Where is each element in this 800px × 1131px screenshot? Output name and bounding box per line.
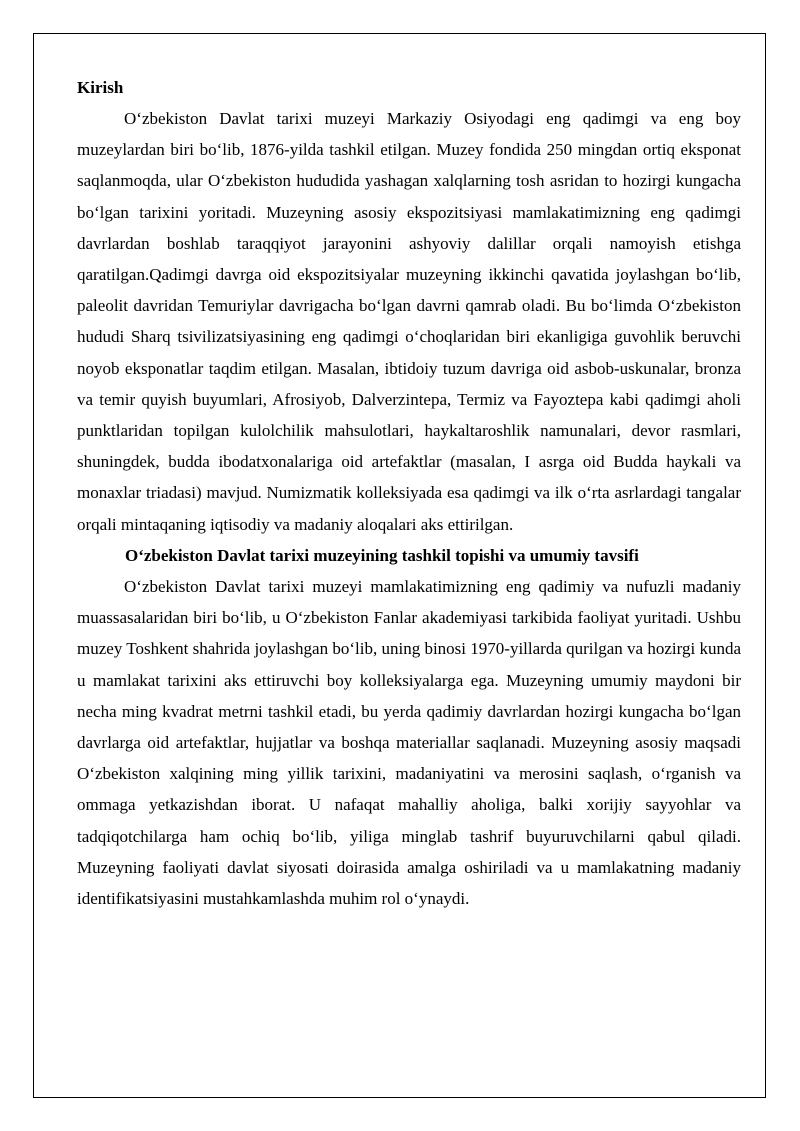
document-body (77, 72, 741, 914)
intro-paragraph: O‘zbekiston Davlat tarixi muzeyi Markaziy Osiyodagi eng qadimgi va eng boy muzeylardan biri bo‘lib, 1876-yilda tashkil etilgan. Muzey fondida 250 mingdan ortiq eksponat saqlanmoqda, ular O‘zbekiston hududida yashagan xalqlarning tosh asridan to hozirgi kungacha bo‘lgan tarixini yoritadi. Muzeyning asosiy ekspozitsiyasi mamlakatimizning eng qadimgi davrlardan boshlab taraqqiyot jarayonini ashyoviy dalillar orqali namoyish etishga qaratilgan.Qadimgi davrga oid ekspozitsiyalar muzeyning ikkinchi qavatida joylashgan bo‘lib, paleolit davridan Temuriylar davrigacha bo‘lgan davrni qamrab oladi. Bu bo‘limda O‘zbekiston hududi Sharq tsivilizatsiyasining eng qadimgi o‘choqlaridan biri ekanligiga guvohlik beruvchi noyob eksponatlar taqdim etilgan. Masalan, ibtidoiy tuzum davriga oid asbob-uskunalar, bronza va temir quyish buyumlari, Afrosiyob, Dalverzintepa, Termiz va Fayoztepa kabi qadimgi aholi punktlaridan topilgan kulolchilik mahsulotlari, haykaltaroshlik namunalari, devor rasmlari, shuningdek, budda ibodatxonalariga oid artefaktlar (masalan, I asrga oid Budda haykali va monaxlar triadasi) mavjud. Numizmatik kolleksiyada esa qadimgi va ilk o‘rta asrlardagi tangalar orqali mintaqaning iqtisodiy va madaniy aloqalari aks ettirilgan. (77, 109, 741, 534)
intro-heading: Kirish (77, 78, 124, 97)
section-heading: O‘zbekiston Davlat tarixi muzeyining tashkil topishi va umumiy tavsifi (125, 545, 639, 565)
section-paragraph: O‘zbekiston Davlat tarixi muzeyi mamlakatimizning eng qadimiy va nufuzli madaniy muassasalaridan biri bo‘lib, u O‘zbekiston Fanlar akademiyasi tarkibida faoliyat yuritadi. Ushbu muzey Toshkent shahrida joylashgan bo‘lib, uning binosi 1970-yillarda qurilgan va hozirgi kunda u mamlakat tarixini aks ettiruvchi boy kolleksiyalarga ega. Muzeyning umumiy maydoni bir necha ming kvadrat metrni tashkil etadi, bu yerda qadimiy davrlardan hozirgi kungacha bo‘lgan davrlarga oid artefaktlar, hujjatlar va boshqa materiallar saqlanadi. Muzeyning asosiy maqsadi O‘zbekiston xalqining ming yillik tarixini, madaniyatini va merosini saqlash, o‘rganish va ommaga yetkazishdan iborat. U nafaqat mahalliy aholiga, balki xorijiy sayyohlar va tadqiqotchilarga ham ochiq bo‘lib, yiliga minglab tashrif buyuruvchilarni qabul qiladi. Muzeyning faoliyati davlat siyosati doirasida amalga oshiriladi va u mamlakatning madaniy identifikatsiyasini mustahkamlashda muhim rol o‘ynaydi. (77, 577, 741, 909)
